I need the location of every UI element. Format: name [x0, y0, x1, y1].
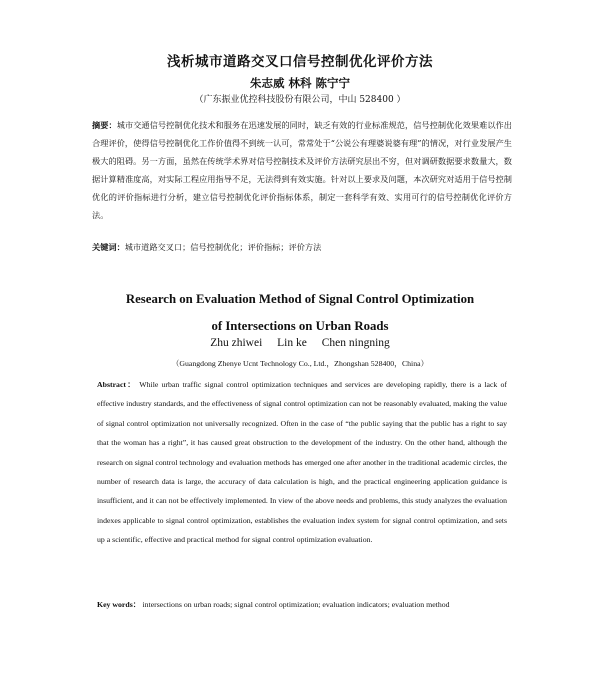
en-authors [0, 337, 600, 349]
en-keywords-text: intersections on urban roads; signal control optimization; evaluation indicators; evaluation method [142, 600, 450, 609]
en-affiliation: （Guangdong Zhenye Ucnt Technology Co., Ltd.，Zhongshan 528400，China） [171, 359, 429, 368]
en-title [0, 286, 600, 340]
en-keywords-label: Key words： [97, 600, 141, 609]
cn-affiliation: （广东振业优控科技股份有限公司，中山 528400 ） [194, 95, 406, 105]
en-abstract-label: Abstract： [97, 380, 137, 389]
cn-title: 浅析城市道路交叉口信号控制优化评价方法 [167, 54, 433, 70]
en-author-3: Chen ningning [321, 337, 390, 349]
cn-abstract-label: 摘要： [92, 120, 117, 130]
cn-abstract [92, 116, 512, 224]
en-title-line1: Research on Evaluation Method of Signal Control Optimization [125, 292, 475, 306]
cn-keywords-label: 关键词： [92, 242, 125, 252]
en-author-1: Zhu zhiwei [210, 337, 263, 349]
en-author-2: Lin ke [277, 337, 307, 349]
en-abstract-text: While urban traffic signal control optimization techniques and services are developing rapidly, there is a lack of effective industry standards, and the effectiveness of signal control optimization can not be reasonably evaluated, making the value of signal control optimization not universally recognized. Often in the case of “the public saying that the public has a right to say that the woman has a right”, it has caused great obstruction to the development of the industry. On the other hand, although the research on signal control technology and evaluation methods has emerged one after another in the traditional academic circles, the number of research data is large, the accuracy of data calculation is high, and the practical engineering application guidance is insufficient, and it can not be effectively implemented. In view of the above needs and problems, this study analyzes the evaluation indexes applicable to signal control optimization, establishes the evaluation index system for signal control optimization, and sets up a scientific, effective and practical method for signal control optimization evaluation. [97, 380, 508, 545]
cn-authors: 朱志威 林科 陈宁宁 [249, 76, 350, 90]
cn-keywords [92, 240, 512, 254]
en-abstract [97, 375, 507, 550]
cn-abstract-text: 城市交通信号控制优化技术和服务在迅速发展的同时，缺乏有效的行业标准规范，信号控制优化效果难以作出合理评价，使得信号控制优化工作价值得不到统一认可，常常处于“公说公有理婆说婆有理”的情况，对行业发展产生极大的阻碍。另一方面，虽然在传统学术界对信号控制技术及评价方法研究层出不穷，但对调研数据要求数量大，数据计算精准度高，对实际工程应用指导不足，无法得到有效实施。针对以上要求及问题，本次研究对适用于信号控制优化的评价指标进行分析，建立信号控制优化评价指标体系，制定一套科学有效、实用可行的信号控制优化评价方法。 [92, 120, 512, 220]
en-title-line2: of Intersections on Urban Roads [211, 319, 389, 333]
cn-keywords-text: 城市道路交叉口；信号控制优化；评价指标；评价方法 [124, 242, 322, 252]
en-keywords [97, 599, 517, 611]
